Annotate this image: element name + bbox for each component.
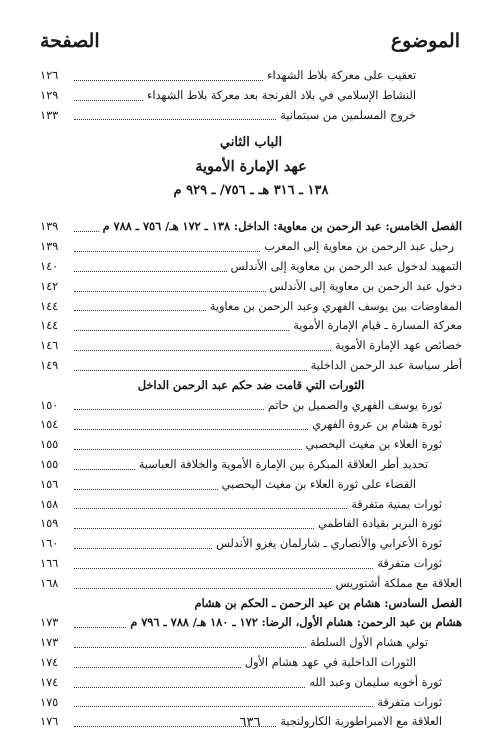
leader-dots — [74, 548, 212, 549]
toc-entry-page: ١٢٩ — [40, 88, 59, 102]
toc-entry-title: ثورة العلاء بن مغيث اليحصبي — [305, 438, 442, 452]
toc-entry-page: ١٧٦ — [40, 715, 59, 729]
toc-entry — [40, 86, 462, 106]
leader-dots — [74, 508, 347, 509]
toc-entry-title: العلاقة مع الامبراطورية الكارولنجية — [280, 715, 442, 729]
toc-entry — [40, 106, 462, 126]
toc-entry-page: ١٥٥ — [40, 438, 59, 452]
topic-column-heading: الموضوع — [390, 30, 460, 52]
leader-dots — [74, 706, 373, 707]
toc-entry — [40, 277, 462, 297]
section-subtitle: عهد الإمارة الأموية — [195, 158, 307, 176]
toc-entry-page: ١٥٨ — [40, 497, 59, 511]
page-number: ٦٣٦ — [239, 715, 261, 730]
toc-entry — [40, 356, 462, 376]
toc-entry-page: ١٤٤ — [40, 299, 59, 313]
toc-entry-title: ثورة يوسف الفهري والصميل بن حاتم — [267, 398, 442, 412]
toc-entry-title: أطر سياسة عبد الرحمن الداخلية — [310, 358, 462, 372]
toc-entry-page: ١٤٢ — [40, 279, 59, 293]
leader-dots — [74, 429, 308, 430]
toc-entry-page: ١٤٩ — [40, 358, 59, 372]
leader-dots — [74, 588, 331, 589]
toc-entry — [40, 554, 462, 574]
toc-entry — [40, 514, 462, 534]
toc-entry-page: ١٥٩ — [40, 517, 59, 531]
toc-entry — [40, 396, 462, 416]
leader-dots — [74, 80, 263, 81]
toc-entry-title: التمهيد لدخول عبد الرحمن بن معاوية إلى الأندلس — [230, 259, 462, 273]
toc-entry-page: ١٣٣ — [40, 108, 59, 122]
toc-entry-title: ثورات متفرقة — [377, 556, 442, 570]
leader-dots — [74, 568, 373, 569]
leader-dots — [74, 687, 305, 688]
chapter-entry — [40, 594, 462, 614]
leader-dots — [74, 231, 99, 232]
leader-dots — [74, 409, 264, 410]
leader-dots — [74, 271, 227, 272]
leader-dots — [74, 528, 314, 529]
toc-entry — [40, 66, 462, 86]
toc-entry-page: ١٢٦ — [40, 69, 59, 82]
toc-entry-title: هشام بن عبد الرحمن: هشام الأول، الرضا: ١٧٢ ـ ١٨٠ هـ/ ٧٨٨ ـ ٧٩٦ م — [130, 615, 462, 630]
toc-entry — [40, 574, 462, 594]
toc-entry-title: الفصل السادس: هشام بن عبد الرحمن ـ الحكم بن هشام — [194, 595, 462, 610]
toc-entry — [40, 316, 462, 336]
toc-entry — [40, 297, 462, 317]
toc-entry — [40, 237, 462, 257]
toc-entry-title: تعقيب على معركة بلاط الشهداء — [267, 69, 416, 82]
toc-entry-page: ١٤٦ — [40, 339, 59, 353]
leader-dots — [74, 489, 218, 490]
section-title: الباب الثاني — [219, 135, 283, 151]
toc-entry-title: تحديد أطر العلاقة المبكرة بين الإمارة الأموية والخلافة العباسية — [138, 457, 428, 471]
toc-entry — [40, 455, 462, 475]
toc-entry-page: ١٣٩ — [40, 240, 59, 254]
toc-entry-page: ١٧٣ — [40, 616, 59, 630]
toc-entry — [40, 435, 462, 455]
leader-dots — [74, 119, 276, 120]
toc-entry-title: القضاء على ثورة العلاء بن مغيث اليحصبي — [221, 477, 416, 491]
toc-entry-page: ١٤٠ — [40, 259, 59, 273]
toc-entry-title: تولي هشام الأول السلطة — [309, 636, 428, 650]
toc-entry-page: ١٧٤ — [40, 675, 59, 689]
toc-entry-page: ١٥٠ — [40, 398, 59, 412]
leader-dots — [74, 251, 260, 252]
toc-entry-title: خصائص عهد الإمارة الأموية — [335, 339, 462, 353]
leader-dots — [74, 310, 206, 311]
toc-entry — [40, 257, 462, 277]
leader-dots — [74, 330, 289, 331]
toc-entry — [40, 673, 462, 693]
toc-entry-title: المفاوضات بين يوسف الفهري وعبد الرحمن بن معاوية — [209, 299, 462, 313]
toc-entry-title: الثورات الداخلية في عهد هشام الأول — [244, 655, 416, 669]
toc-entry-title: ثورة أخويه سليمان وعبد الله — [309, 675, 442, 689]
toc-entry — [40, 495, 462, 515]
toc-entry-title: ثورات يمنية متفرقة — [351, 497, 442, 511]
toc-entry-page: ١٧٣ — [40, 636, 59, 650]
toc-entry-title: النشاط الإسلامي في بلاد الفرنجة بعد معركة بلاط الشهداء — [147, 88, 416, 102]
leader-dots — [74, 291, 266, 292]
toc-entry-page: ١٦٦ — [40, 556, 59, 570]
leader-dots — [74, 350, 331, 351]
toc-entry-title: العلاقة مع مملكة أشتوريس — [335, 576, 462, 590]
toc-entry-title: دخول عبد الرحمن بن معاوية إلى الأندلس — [269, 279, 462, 293]
toc-entry — [40, 336, 462, 356]
page-column-heading: الصفحة — [40, 30, 100, 52]
toc-entry — [40, 633, 462, 653]
toc-entry-title: خروج المسلمين من سبتمانية — [280, 108, 416, 122]
toc-entry — [40, 415, 462, 435]
leader-dots — [74, 370, 307, 371]
leader-dots — [74, 667, 241, 668]
toc-entry-title: معركة المسارة ـ قيام الإمارة الأموية — [293, 319, 462, 333]
subsection-heading: الثورات التي قامت ضد حكم عبد الرحمن الداخل — [137, 377, 365, 392]
toc-header — [40, 26, 460, 56]
toc-entry-title: رحيل عبد الرحمن بن معاوية إلى المغرب — [264, 240, 454, 254]
leader-dots — [74, 647, 306, 648]
chapter-subentry — [40, 613, 462, 633]
toc-entry — [40, 693, 462, 713]
toc-entry-title: ثورات متفرقة — [377, 695, 442, 709]
leader-dots — [74, 449, 302, 450]
toc-entry-title: ثورة الأعرابي والأنصاري ـ شارلمان يغزو الأندلس — [215, 537, 442, 551]
toc-entry-page: ١٧٥ — [40, 695, 59, 709]
toc-entry — [40, 653, 462, 673]
leader-dots — [74, 627, 126, 628]
toc-entry-page: ١٥٤ — [40, 418, 59, 432]
leader-dots — [74, 100, 143, 101]
toc-entry-page: ١٤٤ — [40, 319, 59, 333]
section-dates: ١٣٨ ـ ٣١٦ هـ ـ ٧٥٦/ ـ ٩٢٩ م — [173, 183, 329, 199]
toc-entry-page: ١٥٥ — [40, 457, 59, 471]
toc-entry-page: ١٦٠ — [40, 537, 59, 551]
toc-entry — [40, 534, 462, 554]
toc-entry-page: ١٧٤ — [40, 655, 59, 669]
toc-entry-title: الفصل الخامس: عبد الرحمن بن معاوية: الداخل: ١٣٨ ـ ١٧٢ هـ/ ٧٥٦ ـ ٧٨٨ م — [102, 219, 462, 234]
toc-entry-title: ثورة البربر بقيادة الفاطمي — [317, 517, 442, 531]
toc-entry-page: ١٦٨ — [40, 576, 59, 590]
leader-dots — [74, 469, 135, 470]
toc-entry-page: ١٥٦ — [40, 477, 59, 491]
chapter-entry — [40, 217, 462, 237]
toc-entry-page: ١٣٩ — [40, 220, 59, 234]
table-of-contents — [40, 66, 462, 732]
toc-entry-title: ثورة هشام بن عروة الفهري — [312, 418, 442, 432]
toc-entry — [40, 475, 462, 495]
